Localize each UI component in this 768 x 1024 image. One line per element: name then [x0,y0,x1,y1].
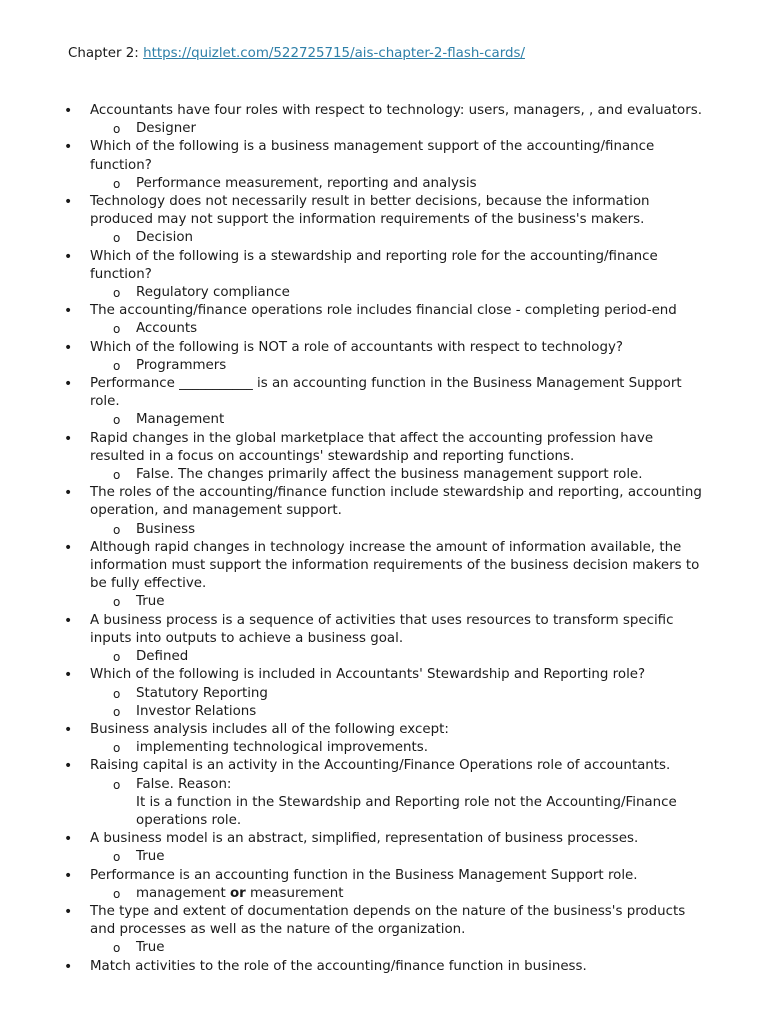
question-text-line: inputs into outputs to achieve a business goal. [90,630,404,646]
question [0,102,768,120]
list-item [0,484,768,539]
answer [0,685,768,703]
sub-bullet-icon: o [113,286,121,301]
emphasis-text: or [229,885,246,901]
sub-bullet-icon: o [113,595,121,610]
list-item [0,612,768,667]
answer [0,411,768,429]
question-text-line: Raising capital is an activity in the Accounting/Finance Operations role of accountants. [90,758,671,774]
answer-text-line: Designer [136,121,196,137]
answer [0,120,768,138]
answer [0,739,768,757]
answer-text-line: Accounts [136,321,198,337]
list-item [0,339,768,375]
question [0,375,768,411]
answer-text-line: True [136,940,165,956]
list-item [0,958,768,976]
answer-text-line: Defined [136,649,189,665]
answer-text-line: Investor Relations [136,703,257,719]
question-text-line: Performance is an accounting function in the Business Management Support role. [90,867,638,883]
bullet-icon: • [64,867,73,884]
question-text-line: and processes as well as the nature of the organization. [90,922,466,938]
list-item [0,757,768,830]
sub-bullet-icon: o [113,650,121,665]
sub-bullet-icon: o [113,176,121,191]
list-item [0,302,768,338]
bullet-icon: • [64,376,73,393]
question [0,193,768,229]
bullet-icon: • [64,539,73,556]
question-text-line: information must support the information requirements of the business decision makers to [90,558,700,574]
question-text-line: Which of the following is NOT a role of accountants with respect to technology? [90,339,623,355]
question-text-line: Rapid changes in the global marketplace that affect the accounting profession have [90,430,654,446]
answer-text-line: True [136,849,165,865]
question-text-line: Although rapid changes in technology increase the amount of information available, the [90,539,682,555]
sub-bullet-icon: o [113,686,121,701]
sub-bullet-icon: o [113,468,121,483]
answer [0,885,768,903]
question-text-line: Which of the following is a business management support of the accounting/finance [90,139,655,155]
list-item [0,830,768,866]
question-text-line: function? [90,266,152,282]
list-item [0,138,768,193]
question [0,430,768,466]
question-list [0,102,768,976]
question [0,958,768,976]
sub-bullet-icon: o [113,704,121,719]
question [0,248,768,284]
list-item [0,721,768,757]
answer-text-line: Decision [136,230,194,246]
chapter-header [68,45,525,63]
bullet-icon: • [64,194,73,211]
answer [0,284,768,302]
answer [0,466,768,484]
list-item [0,666,768,721]
bullet-icon: • [64,248,73,265]
sub-bullet-icon: o [113,941,121,956]
bullet-icon: • [64,758,73,775]
bullet-icon: • [64,721,73,738]
answer [0,320,768,338]
question-text-line: A business process is a sequence of activities that uses resources to transform specific [90,612,674,628]
question-text-line: The roles of the accounting/finance function include stewardship and reporting, accounting [90,485,702,501]
answer-text-line: management or measurement [136,885,344,901]
answer-text-line: implementing technological improvements. [136,740,428,756]
answer-text-line: True [136,594,165,610]
answer-text-line: False. The changes primarily affect the business management support role. [136,467,643,483]
question-text-line: A business model is an abstract, simplified, representation of business processes. [90,831,639,847]
question-text-line: role. [90,394,120,410]
question-text-line: produced may not support the information requirements of the business's makers. [90,212,645,228]
sub-bullet-icon: o [113,522,121,537]
answer-text-line: Regulatory compliance [136,285,290,301]
answer [0,593,768,611]
bullet-icon: • [64,958,73,975]
question-text-line: Technology does not necessarily result in better decisions, because the information [90,194,650,210]
question [0,612,768,648]
answer [0,521,768,539]
question [0,757,768,775]
bullet-icon: • [64,139,73,156]
sub-bullet-icon: o [113,777,121,792]
question [0,302,768,320]
sub-bullet-icon: o [113,122,121,137]
question [0,903,768,939]
sub-bullet-icon: o [113,231,121,246]
question-text-line: Match activities to the role of the accounting/finance function in business. [90,958,587,974]
question-text-line: The accounting/finance operations role includes financial close - completing period-end [90,303,677,319]
bullet-icon: • [64,903,73,920]
question-text-line: function? [90,157,152,173]
answer [0,229,768,247]
question-text-line: Which of the following is included in Accountants' Stewardship and Reporting role? [90,667,646,683]
list-item [0,102,768,138]
sub-bullet-icon: o [113,886,121,901]
question [0,666,768,684]
question [0,867,768,885]
bullet-icon: • [64,667,73,684]
answer [0,648,768,666]
bullet-icon: • [64,103,73,119]
bullet-icon: • [64,430,73,447]
question-text-line: resulted in a focus on accountings' stewardship and reporting functions. [90,448,575,464]
answer-text-line: It is a function in the Stewardship and Reporting role not the Accounting/Finance [136,794,677,810]
flashcards-link[interactable]: https://quizlet.com/522725715/ais-chapter-2-flash-cards/ [143,46,525,61]
list-item [0,903,768,958]
sub-bullet-icon: o [113,413,121,428]
answer [0,848,768,866]
list-item [0,375,768,430]
sub-bullet-icon: o [113,358,121,373]
question [0,721,768,739]
list-item [0,539,768,612]
answer-text-line: Statutory Reporting [136,685,268,701]
question-text-line: Which of the following is a stewardship and reporting role for the accounting/finance [90,248,658,264]
question-text-line: Performance ___________ is an accounting function in the Business Management Support [90,376,682,392]
question-text-line: be fully effective. [90,576,207,592]
sub-bullet-icon: o [113,741,121,756]
answer [0,175,768,193]
question [0,539,768,594]
list-item [0,430,768,485]
bullet-icon: • [64,339,73,356]
question [0,138,768,174]
answer-text-line: Performance measurement, reporting and analysis [136,175,477,191]
chapter-label: Chapter 2: [68,46,144,61]
list-item [0,248,768,303]
answer-text-line: Business [136,521,196,537]
question-text-line: operation, and management support. [90,503,342,519]
answer-text-line: Programmers [136,357,227,373]
bullet-icon: • [64,303,73,320]
question [0,484,768,520]
sub-bullet-icon: o [113,850,121,865]
question-text-line: The type and extent of documentation depends on the nature of the business's products [90,903,686,919]
answer-text-line: False. Reason: [136,776,232,792]
answer [0,703,768,721]
question-text-line: Business analysis includes all of the following except: [90,721,449,737]
question [0,830,768,848]
answer-text-line: Management [136,412,225,428]
answer-text-line: operations role. [136,812,242,828]
bullet-icon: • [64,831,73,848]
sub-bullet-icon: o [113,322,121,337]
answer [0,357,768,375]
list-item [0,867,768,903]
question-text-line: Accountants have four roles with respect to technology: users, managers, , and evaluators. [90,103,702,118]
bullet-icon: • [64,612,73,629]
question [0,339,768,357]
bullet-icon: • [64,485,73,502]
answer [0,776,768,831]
answer [0,939,768,957]
list-item [0,193,768,248]
